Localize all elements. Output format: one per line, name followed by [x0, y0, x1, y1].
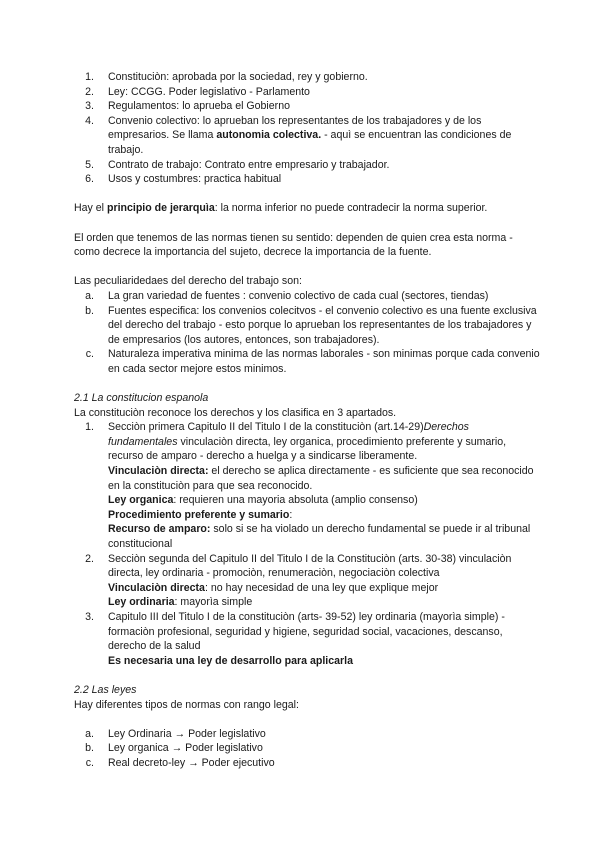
- list-item-text: Ley organica → Poder legislativo: [108, 742, 263, 755]
- list-item: [74, 114, 540, 158]
- list-item-text: Constituciòn: aprobada por la sociedad, rey y gobierno.: [108, 71, 368, 83]
- paragraph-text: : la norma inferior no puede contradecir la norma superior.: [214, 202, 488, 215]
- bold-term: Recurso de amparo:: [108, 523, 211, 536]
- list-item-text: Regulamentos: lo aprueba el Gobierno: [108, 100, 290, 113]
- list-item-text: Naturaleza imperativa minima de las normas laborales - son minimas porque cada convenio en cada sector mejore estos minimos.: [108, 348, 540, 375]
- peculiaridades-list: [74, 289, 540, 377]
- list-item-text: Secciòn segunda del Capitulo II del Titulo I de la Constituciòn (arts. 30-38) vinculaciòn directa, ley ordinaria - promociòn, renumeraciòn, negociaciòn colectiva: [108, 552, 512, 580]
- list-letter: c.: [85, 756, 94, 769]
- list-item: [74, 172, 540, 187]
- list-item: [74, 552, 540, 610]
- leyes-list: [74, 727, 540, 771]
- list-number: 3.: [85, 610, 94, 623]
- list-item-text: Contrato de trabajo: Contrato entre empresario y trabajador.: [108, 158, 390, 171]
- bold-term: principio de jerarquìa: [106, 202, 215, 215]
- list-item: [74, 727, 540, 742]
- jerarquia-paragraph: [74, 201, 540, 216]
- list-item: [74, 99, 540, 114]
- section-2-1-intro: La constituciòn reconoce los derechos y los clasifica en 3 apartados.: [74, 406, 397, 419]
- list-item-text: Ley: CCGG. Poder legislativo - Parlamento: [108, 85, 310, 98]
- constitution-list: [74, 420, 540, 668]
- section-2-2-heading: 2.2 Las leyes: [74, 683, 137, 696]
- bold-term: Vinculaciòn directa:: [108, 465, 209, 478]
- list-item: [74, 158, 540, 173]
- list-item: [74, 741, 540, 756]
- list-item-text: Usos y costumbres: practica habitual: [108, 173, 282, 186]
- definition-text: :: [289, 508, 293, 521]
- definition-text: solo si se ha violado un derecho fundamental se puede ir al tribunal constitucional: [108, 523, 531, 550]
- list-item: [74, 70, 540, 85]
- italic-term: Derechos fundamentales: [108, 421, 469, 448]
- list-item-text: vinculaciòn directa, ley organica, procedimiento preferente y sumario, recurso de amparo - derecho a huelga y a sindicarse liberamente.: [108, 435, 507, 463]
- list-item-text: Secciòn primera Capitulo II del Titulo I de la constituciòn (art.14-29): [108, 421, 424, 434]
- list-item: [74, 347, 540, 376]
- list-item-text: Real decreto-ley → Poder ejecutivo: [108, 756, 275, 769]
- list-item: [74, 85, 540, 100]
- list-number: 2.: [85, 85, 94, 98]
- list-item-text: Ley Ordinaria → Poder legislativo: [108, 727, 266, 740]
- list-number: 1.: [85, 71, 94, 83]
- list-letter: b.: [85, 304, 94, 317]
- list-item: [74, 420, 540, 551]
- list-number: 4.: [85, 114, 94, 127]
- list-letter: b.: [85, 742, 94, 755]
- list-letter: a.: [85, 289, 94, 302]
- list-letter: a.: [85, 727, 94, 740]
- list-item: [74, 289, 540, 304]
- list-item-text: - aquì se encuentran las condiciones de trabajo.: [108, 129, 512, 156]
- list-number: 3.: [85, 100, 94, 113]
- list-item-text: La gran variedad de fuentes : convenio colectivo de cada cual (sectores, tiendas): [108, 289, 489, 302]
- bold-term: Ley organica: [108, 494, 174, 507]
- sources-list: [74, 70, 540, 187]
- list-number: 6.: [85, 173, 94, 186]
- list-number: 2.: [85, 552, 94, 565]
- definition-text: : no hay necesidad de una ley que explique mejor: [204, 581, 439, 594]
- bold-term: autonomia colectiva.: [216, 129, 322, 142]
- section-2-2-intro: Hay diferentes tipos de normas con rango legal:: [74, 698, 299, 711]
- list-item: [74, 756, 540, 771]
- orden-paragraph: El orden que tenemos de las normas tienen su sentido: dependen de quien crea esta norma - como decrece la importancia del sujeto, decrece la importancia de la fuente.: [74, 231, 513, 259]
- list-item-text: Convenio colectivo: lo aprueban los representantes de los trabajadores y de los empresarios. Se llama: [108, 114, 482, 142]
- bold-term: Es necesaria una ley de desarrollo para aplicarla: [108, 654, 353, 667]
- bold-term: Ley ordinaria: [108, 596, 175, 609]
- bold-term: Procedimiento preferente y sumario: [108, 508, 290, 521]
- bold-term: Vinculaciòn directa: [108, 581, 205, 594]
- list-item-text: Fuentes especifica: los convenios colecitvos - el convenio colectivo es una fuente exclusiva del derecho del trabajo - esto porque lo aprueban los representantes de los trabajadores y de empresarios (los autores, entonces, son trabajadores).: [108, 304, 537, 346]
- peculiaridades-intro: Las peculiaridedaes del derecho del trabajo son:: [74, 275, 302, 288]
- definition-text: el derecho se aplica directamente - es suficiente que sea reconocido en la constituciòn para que sea reconocido.: [108, 465, 534, 492]
- section-2-1-heading: 2.1 La constitucion espanola: [74, 392, 209, 405]
- list-number: 5.: [85, 158, 94, 171]
- list-item: [74, 610, 540, 668]
- list-item: [74, 304, 540, 348]
- definition-text: : requieren una mayoria absoluta (amplio consenso): [173, 494, 418, 507]
- paragraph-text: Hay el: [74, 202, 107, 215]
- list-letter: c.: [85, 348, 94, 361]
- list-number: 1.: [85, 421, 94, 434]
- list-item-text: Capitulo III del Titulo I de la constituciòn (arts- 39-52) ley ordinaria (mayorìa simple) - formaciòn profesional, seguridad y higiene, seguridad social, vacaciones, descanso, derecho de la salud: [108, 610, 505, 653]
- definition-text: : mayorìa simple: [174, 596, 253, 609]
